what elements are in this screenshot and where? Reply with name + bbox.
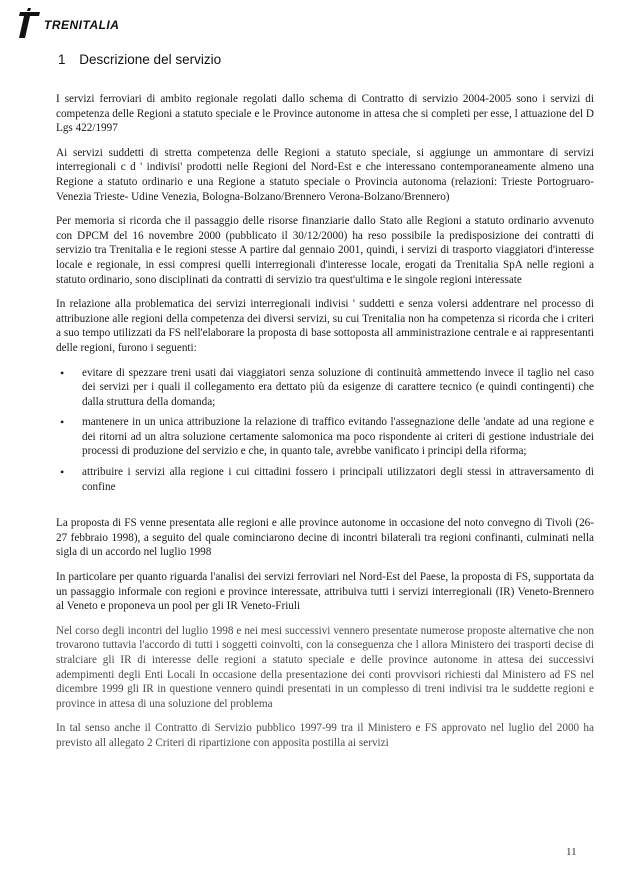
paragraph: In relazione alla problematica dei servizi interregionali indivisi ' suddetti e senza volersi addentrare nel processo di attribuzione alle regioni della competenza dei diversi servizi, su cui Trenitalia non ha competenza si ricorda che i criteri a suo tempo utilizzati da FS nell'elaborare la proposta di base sottoposta all amministrazione centrale e ai rappresentanti delle regioni, furono i seguenti: bbox=[56, 298, 594, 354]
trenitalia-logo-icon bbox=[14, 8, 42, 40]
page-number: 11 bbox=[566, 846, 577, 858]
logo-text: TRENITALIA bbox=[44, 18, 120, 32]
criteria-list bbox=[56, 366, 594, 495]
paragraph: Ai servizi suddetti di stretta competenza delle Regioni a statuto speciale, si aggiunge un ammontare di servizi interregionali c d ' indivisi' prodotti nelle Regioni del Nord-Est e che interessano contemporaneamente almeno una Regione a statuto ordinario e una Regione a statuto speciale o Provincia autonoma (relazioni: Trieste Portogruaro-Venezia Trieste- Udine Venezia, Bologna-Bolzano/Brennero Verona-Bolzano/Brennero) bbox=[56, 146, 594, 203]
paragraph: Per memoria si ricorda che il passaggio delle risorse finanziarie dallo Stato alle Regioni a statuto ordinario avvenuto con DPCM del 16 novembre 2000 (pubblicato il 30/12/2000) ha reso possibile la predisposizione dei contratti di servizio tra Trenitalia e le regioni stesse A partire dal gennaio 2001, quindi, i servizi di trasporto viaggiatori d'interesse locale e regionale, in essi compresi quelli interregionali d'interesse locale, erogati da Trenitalia SpA nelle regioni a statuto ordinario, sono disciplinati da contratti di servizio tra quest'ultima e le singole regioni interessate bbox=[56, 215, 594, 286]
paragraph: In particolare per quanto riguarda l'analisi dei servizi ferroviari nel Nord-Est del Paese, la proposta di FS, supportata da un passaggio informale con regioni e province interessate, attribuiva tutti i servizi interregionali (IR) Veneto-Brennero al Veneto e proponeva un pool per gli IR Veneto-Friuli bbox=[56, 571, 594, 613]
list-item: • evitare di spezzare treni usati dai viaggiatori senza soluzione di continuità ammettendo invece il taglio nel caso dei servizi per i quali il collegamento era dettato più da esigenze di carattere tecnico (e quindi contingenti) che dalla struttura della domanda; bbox=[74, 366, 594, 410]
document-body bbox=[56, 92, 594, 761]
section-number: 1 bbox=[58, 52, 66, 67]
section-title: Descrizione del servizio bbox=[79, 52, 222, 67]
paragraph: Nel corso degli incontri del luglio 1998 e nei mesi successivi vennero presentate numerose proposte alternative che non trovarono tuttavia l'accordo di tutti i soggetti coinvolti, con la conseguenza che l allora Ministero dei trasporti decise di stralciare gli IR di interesse delle regioni a statuto speciale e delle province autonome in attesa dei successivi adempimenti degli Enti Locali In occasione della presentazione dei conti provvisori richiesti dal Ministero ad FS nel dicembre 1999 gli IR in questione vennero quindi presentati in un complesso di treni indivisi tra le suddette regioni e province in attesa di una soluzione del problema bbox=[56, 624, 594, 710]
paragraph: In tal senso anche il Contratto di Servizio pubblico 1997-99 tra il Ministero e FS approvato nel luglio del 2000 ha previsto all allegato 2 Criteri di ripartizione con apposita postilla ai servizi bbox=[56, 722, 594, 749]
trenitalia-logo bbox=[14, 8, 174, 40]
paragraph: La proposta di FS venne presentata alle regioni e alle province autonome in occasione del noto convegno di Tivoli (26-27 febbraio 1998), a seguito del quale cominciarono decine di incontri bilaterali tra regioni confinanti, culminati nella sigla di un accordo nel luglio 1998 bbox=[56, 517, 594, 559]
list-item: • mantenere in un unica attribuzione la relazione di traffico evitando l'assegnazione delle 'andate ad una regione e dei ritorni ad un altra soluzione certamente salomonica ma poco rispondente ai criteri di gestione industriale dei processi di produzione del servizio e che, in quanto tale, avrebbe vanificato i principi della riforma; bbox=[74, 415, 594, 459]
list-item: • attribuire i servizi alla regione i cui cittadini fossero i principali utilizzatori degli stessi in attraversamento di confine bbox=[74, 465, 594, 494]
section-heading bbox=[58, 52, 221, 67]
paragraph: I servizi ferroviari di ambito regionale regolati dallo schema di Contratto di servizio 2004-2005 sono i servizi di competenza delle Regioni a statuto speciale e le Province autonome in attesa che si completi per esse, l attuazione del D Lgs 422/1997 bbox=[56, 93, 594, 135]
